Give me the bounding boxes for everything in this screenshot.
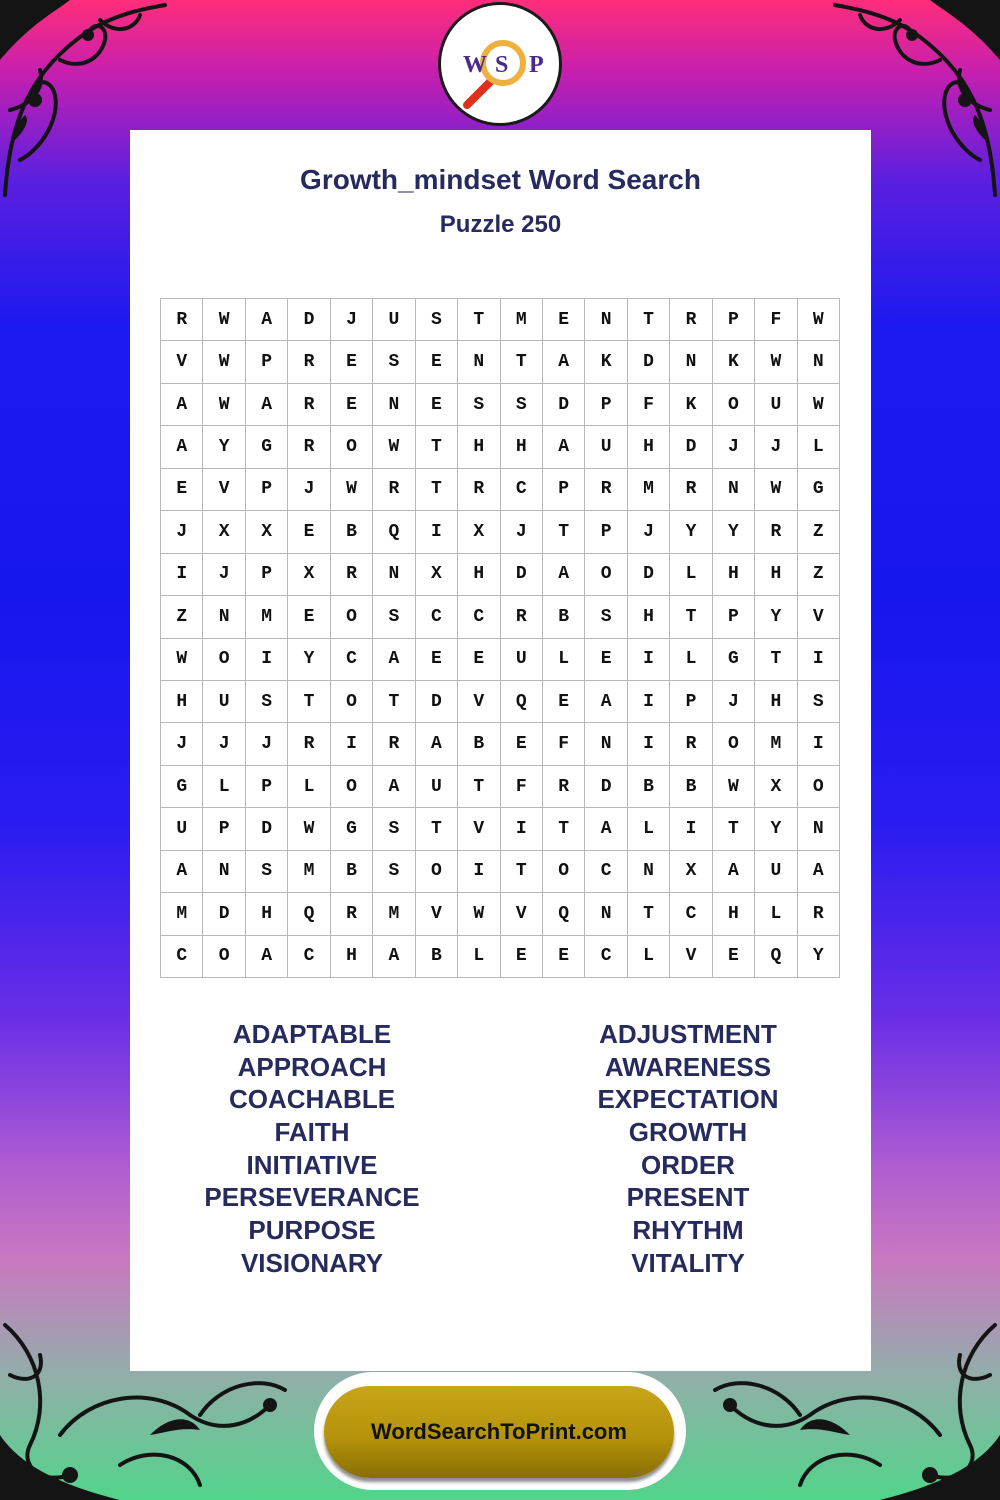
grid-cell[interactable]: D <box>288 299 330 341</box>
grid-cell[interactable]: H <box>713 554 755 596</box>
grid-cell[interactable]: T <box>755 639 797 681</box>
grid-cell[interactable]: N <box>373 554 415 596</box>
grid-cell[interactable]: J <box>161 723 203 765</box>
grid-cell[interactable]: U <box>416 766 458 808</box>
word-item: ADJUSTMENT <box>599 1019 777 1049</box>
word-item: GROWTH <box>628 1117 748 1148</box>
grid-cell[interactable]: T <box>628 893 670 935</box>
word-item: COACHABLE <box>228 1084 396 1115</box>
grid-cell[interactable]: X <box>246 511 288 553</box>
grid-cell[interactable]: S <box>246 851 288 893</box>
grid-cell[interactable]: W <box>798 384 840 426</box>
grid-cell[interactable]: V <box>458 808 500 850</box>
grid-cell[interactable]: J <box>288 469 330 511</box>
grid-cell[interactable]: I <box>670 808 712 850</box>
grid-cell[interactable]: X <box>458 511 500 553</box>
grid-cell[interactable]: N <box>203 596 245 638</box>
grid-cell[interactable]: C <box>288 936 330 978</box>
grid-cell[interactable]: N <box>628 851 670 893</box>
grid-cell[interactable]: W <box>288 808 330 850</box>
grid-cell[interactable]: Y <box>755 808 797 850</box>
grid-cell[interactable]: R <box>501 596 543 638</box>
grid-cell[interactable]: P <box>203 808 245 850</box>
grid-cell[interactable]: N <box>713 469 755 511</box>
grid-cell[interactable]: D <box>543 384 585 426</box>
grid-cell[interactable]: N <box>458 341 500 383</box>
grid-cell[interactable]: R <box>755 511 797 553</box>
grid-cell[interactable]: N <box>585 723 627 765</box>
grid-cell[interactable]: W <box>203 299 245 341</box>
grid-cell[interactable]: S <box>458 384 500 426</box>
grid-cell[interactable]: E <box>288 596 330 638</box>
grid-cell[interactable]: L <box>458 936 500 978</box>
grid-cell[interactable]: E <box>458 639 500 681</box>
grid-cell[interactable]: T <box>288 681 330 723</box>
grid-cell[interactable]: R <box>798 893 840 935</box>
grid-cell[interactable]: H <box>713 893 755 935</box>
puzzle-number: Puzzle 250 <box>439 211 562 238</box>
grid-cell[interactable]: I <box>798 723 840 765</box>
grid-cell[interactable]: P <box>585 384 627 426</box>
grid-cell[interactable]: Z <box>161 596 203 638</box>
grid-cell[interactable]: H <box>755 554 797 596</box>
grid-cell[interactable]: M <box>373 893 415 935</box>
grid-cell[interactable]: J <box>246 723 288 765</box>
grid-cell[interactable]: P <box>670 681 712 723</box>
grid-cell[interactable]: E <box>416 341 458 383</box>
grid-cell[interactable]: E <box>501 723 543 765</box>
grid-cell[interactable]: A <box>246 384 288 426</box>
grid-cell[interactable]: A <box>585 808 627 850</box>
grid-cell[interactable]: Q <box>373 511 415 553</box>
grid-cell[interactable]: I <box>458 851 500 893</box>
grid-cell[interactable]: Q <box>501 681 543 723</box>
grid-cell[interactable]: D <box>670 426 712 468</box>
grid-cell[interactable]: B <box>458 723 500 765</box>
grid-cell[interactable]: U <box>373 299 415 341</box>
grid-cell[interactable]: E <box>416 384 458 426</box>
letter-grid <box>160 298 840 978</box>
word-list-right-column <box>528 1018 848 1280</box>
grid-cell[interactable]: R <box>670 299 712 341</box>
word-item: VISIONARY <box>240 1247 384 1278</box>
grid-cell[interactable]: L <box>628 808 670 850</box>
grid-cell[interactable]: N <box>670 341 712 383</box>
grid-cell[interactable]: J <box>203 723 245 765</box>
grid-cell[interactable]: I <box>628 639 670 681</box>
grid-cell[interactable]: T <box>458 766 500 808</box>
magnifier-icon <box>441 5 559 123</box>
grid-cell[interactable]: O <box>416 851 458 893</box>
grid-cell[interactable]: J <box>713 426 755 468</box>
grid-cell[interactable]: H <box>501 426 543 468</box>
grid-cell[interactable]: A <box>161 384 203 426</box>
grid-cell[interactable]: C <box>161 936 203 978</box>
site-banner <box>314 1372 686 1490</box>
grid-cell[interactable]: A <box>161 851 203 893</box>
grid-cell[interactable]: H <box>755 681 797 723</box>
grid-cell[interactable]: L <box>670 554 712 596</box>
grid-cell[interactable]: P <box>543 469 585 511</box>
grid-cell[interactable]: N <box>585 299 627 341</box>
grid-cell[interactable]: R <box>373 469 415 511</box>
grid-cell[interactable]: S <box>585 596 627 638</box>
grid-cell[interactable]: E <box>585 639 627 681</box>
grid-cell[interactable]: F <box>628 384 670 426</box>
word-item: PURPOSE <box>248 1215 376 1246</box>
grid-cell[interactable]: W <box>161 639 203 681</box>
grid-cell[interactable]: H <box>458 426 500 468</box>
grid-cell[interactable]: D <box>416 681 458 723</box>
grid-cell[interactable]: I <box>161 554 203 596</box>
grid-cell[interactable]: E <box>713 936 755 978</box>
grid-cell[interactable]: S <box>373 808 415 850</box>
grid-cell[interactable]: L <box>203 766 245 808</box>
grid-cell[interactable]: B <box>416 936 458 978</box>
grid-cell[interactable]: A <box>373 639 415 681</box>
grid-cell[interactable]: W <box>373 426 415 468</box>
logo-letter-w: W <box>463 52 487 78</box>
grid-cell[interactable]: M <box>161 893 203 935</box>
grid-cell[interactable]: S <box>798 681 840 723</box>
grid-cell[interactable]: V <box>501 893 543 935</box>
word-item: FAITH <box>274 1117 350 1148</box>
grid-cell[interactable]: A <box>373 936 415 978</box>
grid-cell[interactable]: U <box>585 426 627 468</box>
grid-cell[interactable]: W <box>458 893 500 935</box>
grid-cell[interactable]: O <box>331 426 373 468</box>
grid-cell[interactable]: A <box>585 681 627 723</box>
grid-cell[interactable]: C <box>585 936 627 978</box>
grid-cell[interactable]: Y <box>203 426 245 468</box>
grid-cell[interactable]: A <box>416 723 458 765</box>
grid-cell[interactable]: H <box>331 936 373 978</box>
grid-cell[interactable]: V <box>416 893 458 935</box>
grid-cell[interactable]: V <box>670 936 712 978</box>
grid-cell[interactable]: N <box>585 893 627 935</box>
grid-cell[interactable]: V <box>203 469 245 511</box>
grid-cell[interactable]: D <box>203 893 245 935</box>
grid-cell[interactable]: M <box>755 723 797 765</box>
grid-cell[interactable]: W <box>203 384 245 426</box>
grid-cell[interactable]: D <box>246 808 288 850</box>
grid-cell[interactable]: F <box>755 299 797 341</box>
grid-cell[interactable]: M <box>246 596 288 638</box>
grid-cell[interactable]: R <box>458 469 500 511</box>
word-item: PRESENT <box>626 1182 750 1213</box>
site-banner-button[interactable] <box>324 1386 674 1478</box>
grid-cell[interactable]: I <box>798 639 840 681</box>
grid-cell[interactable]: C <box>458 596 500 638</box>
grid-cell[interactable]: K <box>585 341 627 383</box>
grid-cell[interactable]: I <box>416 511 458 553</box>
grid-cell[interactable]: O <box>203 639 245 681</box>
grid-cell[interactable]: R <box>288 384 330 426</box>
grid-cell[interactable]: O <box>713 723 755 765</box>
grid-cell[interactable]: P <box>246 341 288 383</box>
logo-letter-s: S <box>495 52 509 78</box>
grid-cell[interactable]: S <box>373 851 415 893</box>
grid-cell[interactable]: H <box>458 554 500 596</box>
grid-cell[interactable]: N <box>203 851 245 893</box>
grid-cell[interactable]: A <box>713 851 755 893</box>
grid-cell[interactable]: U <box>161 808 203 850</box>
grid-cell[interactable]: V <box>458 681 500 723</box>
grid-cell[interactable]: E <box>501 936 543 978</box>
grid-cell[interactable]: Q <box>543 893 585 935</box>
grid-cell[interactable]: A <box>543 341 585 383</box>
grid-cell[interactable]: D <box>501 554 543 596</box>
grid-cell[interactable]: W <box>331 469 373 511</box>
grid-cell[interactable]: P <box>713 596 755 638</box>
grid-cell[interactable]: O <box>543 851 585 893</box>
grid-cell[interactable]: L <box>670 639 712 681</box>
grid-cell[interactable]: S <box>246 681 288 723</box>
grid-cell[interactable]: S <box>373 596 415 638</box>
puzzle-sheet <box>130 130 871 1371</box>
puzzle-title: Growth_mindset Word Search <box>300 164 701 195</box>
grid-cell[interactable]: C <box>416 596 458 638</box>
grid-cell[interactable]: R <box>288 341 330 383</box>
grid-cell[interactable]: J <box>501 511 543 553</box>
logo-letter-p: P <box>529 52 544 78</box>
grid-cell[interactable]: O <box>331 766 373 808</box>
grid-cell[interactable]: U <box>203 681 245 723</box>
grid-cell[interactable]: P <box>246 469 288 511</box>
word-item: EXPECTATION <box>597 1084 779 1115</box>
grid-cell[interactable]: G <box>246 426 288 468</box>
grid-cell[interactable]: W <box>203 341 245 383</box>
grid-cell[interactable]: H <box>628 596 670 638</box>
grid-cell[interactable]: G <box>713 639 755 681</box>
grid-cell[interactable]: U <box>501 639 543 681</box>
grid-cell[interactable]: X <box>203 511 245 553</box>
grid-cell[interactable]: R <box>670 469 712 511</box>
grid-cell[interactable]: R <box>331 893 373 935</box>
grid-cell[interactable]: N <box>373 384 415 426</box>
grid-cell[interactable]: T <box>713 808 755 850</box>
grid-cell[interactable]: O <box>713 384 755 426</box>
grid-cell[interactable]: W <box>798 299 840 341</box>
grid-cell[interactable]: T <box>543 808 585 850</box>
grid-cell[interactable]: G <box>798 469 840 511</box>
grid-cell[interactable]: Z <box>798 511 840 553</box>
grid-cell[interactable]: T <box>543 511 585 553</box>
wsp-logo <box>438 2 562 126</box>
grid-cell[interactable]: E <box>331 341 373 383</box>
grid-cell[interactable]: U <box>755 851 797 893</box>
grid-cell[interactable]: V <box>798 596 840 638</box>
grid-cell[interactable]: B <box>331 511 373 553</box>
grid-cell[interactable]: A <box>246 299 288 341</box>
word-item: AWARENESS <box>604 1051 772 1082</box>
grid-cell[interactable]: J <box>713 681 755 723</box>
grid-cell[interactable]: D <box>628 554 670 596</box>
grid-cell[interactable]: E <box>543 299 585 341</box>
grid-cell[interactable]: H <box>246 893 288 935</box>
grid-cell[interactable]: M <box>501 299 543 341</box>
grid-cell[interactable]: H <box>628 426 670 468</box>
grid-cell[interactable]: E <box>161 469 203 511</box>
grid-cell[interactable]: R <box>288 426 330 468</box>
grid-cell[interactable]: G <box>161 766 203 808</box>
grid-cell[interactable]: T <box>416 469 458 511</box>
word-item: PERSEVERANCE <box>204 1182 420 1213</box>
grid-cell[interactable]: P <box>246 554 288 596</box>
grid-cell[interactable]: I <box>628 681 670 723</box>
grid-cell[interactable]: S <box>416 299 458 341</box>
grid-cell[interactable]: I <box>331 723 373 765</box>
grid-cell[interactable]: C <box>585 851 627 893</box>
grid-cell[interactable]: W <box>755 469 797 511</box>
grid-cell[interactable]: O <box>331 681 373 723</box>
grid-cell[interactable]: T <box>628 299 670 341</box>
grid-cell[interactable]: Y <box>798 936 840 978</box>
grid-cell[interactable]: B <box>331 851 373 893</box>
grid-cell[interactable]: L <box>628 936 670 978</box>
grid-cell[interactable]: W <box>713 766 755 808</box>
grid-cell[interactable]: A <box>161 426 203 468</box>
grid-cell[interactable]: M <box>288 851 330 893</box>
grid-cell[interactable]: N <box>798 341 840 383</box>
word-item: ORDER <box>641 1149 735 1180</box>
grid-cell[interactable]: T <box>501 851 543 893</box>
word-item: INITIATIVE <box>246 1149 378 1180</box>
grid-cell[interactable]: R <box>288 723 330 765</box>
site-url: WordSearchToPrint.com <box>371 1419 627 1444</box>
grid-cell[interactable]: X <box>755 766 797 808</box>
word-list-left-column <box>152 1018 472 1280</box>
grid-cell[interactable]: I <box>246 639 288 681</box>
grid-cell[interactable]: I <box>501 808 543 850</box>
grid-cell[interactable]: Q <box>288 893 330 935</box>
grid-cell[interactable]: E <box>416 639 458 681</box>
grid-cell[interactable]: R <box>331 554 373 596</box>
grid-cell[interactable]: R <box>373 723 415 765</box>
grid-cell[interactable]: D <box>585 766 627 808</box>
grid-cell[interactable]: C <box>670 893 712 935</box>
word-item: ADAPTABLE <box>232 1019 392 1049</box>
grid-cell[interactable]: L <box>798 426 840 468</box>
word-item: APPROACH <box>237 1051 387 1082</box>
grid-cell[interactable]: H <box>161 681 203 723</box>
grid-cell[interactable]: S <box>373 341 415 383</box>
grid-cell[interactable]: Y <box>288 639 330 681</box>
grid-cell[interactable]: F <box>543 723 585 765</box>
grid-cell[interactable]: Y <box>755 596 797 638</box>
grid-cell[interactable]: Y <box>713 511 755 553</box>
grid-cell[interactable]: A <box>543 554 585 596</box>
grid-cell[interactable]: B <box>628 766 670 808</box>
grid-cell[interactable]: T <box>416 808 458 850</box>
grid-cell[interactable]: Y <box>670 511 712 553</box>
grid-cell[interactable]: L <box>543 639 585 681</box>
grid-cell[interactable]: A <box>246 936 288 978</box>
grid-cell[interactable]: M <box>628 469 670 511</box>
grid-cell[interactable]: I <box>628 723 670 765</box>
grid-cell[interactable]: J <box>755 426 797 468</box>
grid-cell[interactable]: X <box>670 851 712 893</box>
grid-cell[interactable]: O <box>585 554 627 596</box>
grid-cell[interactable]: A <box>373 766 415 808</box>
grid-cell[interactable]: O <box>331 596 373 638</box>
grid-cell[interactable]: T <box>458 299 500 341</box>
grid-cell[interactable]: G <box>331 808 373 850</box>
grid-cell[interactable]: R <box>670 723 712 765</box>
grid-cell[interactable]: T <box>670 596 712 638</box>
grid-cell[interactable]: T <box>373 681 415 723</box>
grid-cell[interactable]: X <box>288 554 330 596</box>
grid-cell[interactable]: B <box>543 596 585 638</box>
grid-cell[interactable]: C <box>331 639 373 681</box>
grid-cell[interactable]: F <box>501 766 543 808</box>
grid-cell[interactable]: T <box>416 426 458 468</box>
grid-cell[interactable]: R <box>585 469 627 511</box>
grid-cell[interactable]: E <box>543 936 585 978</box>
grid-cell[interactable]: D <box>628 341 670 383</box>
grid-cell[interactable]: P <box>713 299 755 341</box>
grid-cell[interactable]: R <box>161 299 203 341</box>
grid-cell[interactable]: J <box>161 511 203 553</box>
grid-cell[interactable]: N <box>798 808 840 850</box>
grid-cell[interactable]: C <box>501 469 543 511</box>
word-item: RHYTHM <box>632 1215 744 1246</box>
grid-cell[interactable]: O <box>203 936 245 978</box>
grid-cell[interactable]: E <box>331 384 373 426</box>
grid-cell[interactable]: E <box>543 681 585 723</box>
grid-cell[interactable]: X <box>416 554 458 596</box>
grid-cell[interactable]: P <box>246 766 288 808</box>
grid-cell[interactable]: Z <box>798 554 840 596</box>
grid-cell[interactable]: Q <box>755 936 797 978</box>
grid-cell[interactable]: L <box>755 893 797 935</box>
grid-cell[interactable]: E <box>288 511 330 553</box>
grid-cell[interactable]: B <box>670 766 712 808</box>
grid-cell[interactable]: V <box>161 341 203 383</box>
grid-cell[interactable]: J <box>628 511 670 553</box>
grid-cell[interactable]: R <box>543 766 585 808</box>
grid-cell[interactable]: K <box>670 384 712 426</box>
grid-cell[interactable]: J <box>203 554 245 596</box>
grid-cell[interactable]: K <box>713 341 755 383</box>
grid-cell[interactable]: W <box>755 341 797 383</box>
grid-cell[interactable]: U <box>755 384 797 426</box>
grid-cell[interactable]: T <box>501 341 543 383</box>
grid-cell[interactable]: J <box>331 299 373 341</box>
grid-cell[interactable]: O <box>798 766 840 808</box>
grid-cell[interactable]: A <box>798 851 840 893</box>
grid-cell[interactable]: S <box>501 384 543 426</box>
grid-cell[interactable]: L <box>288 766 330 808</box>
grid-cell[interactable]: P <box>585 511 627 553</box>
grid-cell[interactable]: A <box>543 426 585 468</box>
word-item: VITALITY <box>631 1247 745 1278</box>
